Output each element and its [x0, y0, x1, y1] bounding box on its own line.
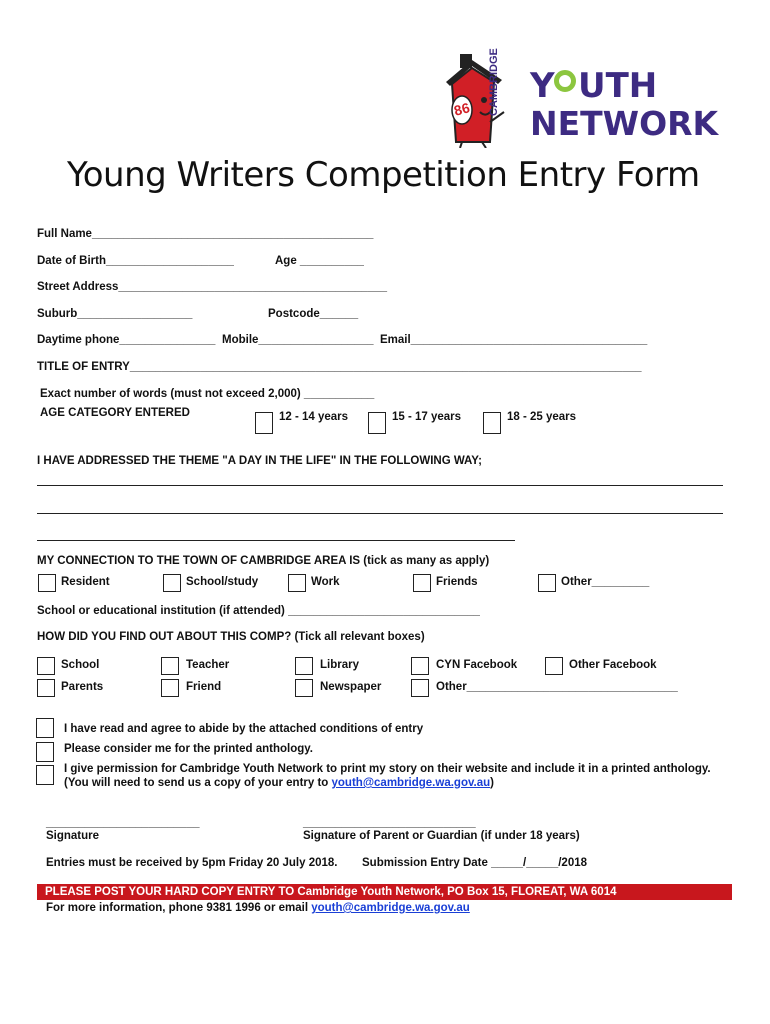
work-label: Work [311, 576, 340, 588]
how-teacher-checkbox[interactable] [161, 657, 179, 675]
agree-conditions-label: I have read and agree to abide by the attached conditions of entry [64, 723, 424, 735]
deadline-text: Entries must be received by 5pm Friday 20 July 2018. [46, 857, 338, 869]
how-newspaper-label: Newspaper [320, 681, 382, 693]
more-info [46, 902, 470, 914]
school-institution-field[interactable]: School or educational institution (if attended) ______________________________ [37, 605, 480, 617]
how-friend-label: Friend [186, 681, 222, 693]
age-18-25-label: 18 - 25 years [507, 411, 577, 423]
how-other-checkbox[interactable] [411, 679, 429, 697]
theme-heading: I HAVE ADDRESSED THE THEME "A DAY IN THE LIFE" IN THE FOLLOWING WAY; [37, 455, 482, 467]
parent-signature-label: Signature of Parent or Guardian (if under 18 years) [303, 830, 580, 842]
how-teacher-label: Teacher [186, 659, 230, 671]
permission-note-text: (You will need to send us a copy of your entry to [64, 777, 332, 789]
cambridge-vertical-text: CAMBRIDGE [488, 48, 500, 116]
permission-label: I give permission for Cambridge Youth Network to print my story on their website and include it in a printed anthology. [64, 763, 711, 775]
how-cyn-facebook-label: CYN Facebook [436, 659, 518, 671]
age-18-25-checkbox[interactable] [483, 412, 501, 434]
mobile-field[interactable]: Mobile__________________ [222, 334, 374, 346]
submission-date-field[interactable]: Submission Entry Date _____/_____/2018 [362, 857, 588, 869]
title-of-entry-field[interactable]: TITLE OF ENTRY________________________________________________________________________________ [37, 361, 642, 373]
permission-note-end: ) [490, 777, 494, 789]
how-parents-label: Parents [61, 681, 104, 693]
how-cyn-facebook-checkbox[interactable] [411, 657, 429, 675]
signature-line[interactable]: ________________________ [46, 817, 200, 829]
dob-field[interactable]: Date of Birth____________________ [37, 255, 234, 267]
age-15-17-label: 15 - 17 years [392, 411, 462, 423]
agree-conditions-checkbox[interactable] [36, 718, 54, 738]
how-library-label: Library [320, 659, 359, 671]
logo-green-ring-icon [554, 70, 576, 92]
more-info-email-link[interactable]: youth@cambridge.wa.gov.au [311, 902, 470, 914]
permission-checkbox[interactable] [36, 765, 54, 785]
full-name-field[interactable]: Full Name____________________________________________ [37, 228, 374, 240]
logo-youth-y: Y [530, 66, 555, 106]
logo-network: NETWORK [530, 104, 719, 143]
more-info-text: For more information, phone 9381 1996 or email [46, 902, 312, 914]
logo [440, 48, 720, 148]
connection-other-checkbox[interactable] [538, 574, 556, 592]
resident-label: Resident [61, 576, 110, 588]
how-friend-checkbox[interactable] [161, 679, 179, 697]
page-title: Young Writers Competition Entry Form [67, 155, 700, 195]
parent-signature-line[interactable]: ___________________________ [303, 817, 476, 829]
theme-line-3[interactable] [37, 540, 515, 541]
age-field[interactable]: Age __________ [275, 255, 364, 267]
postcode-field[interactable]: Postcode______ [268, 308, 359, 320]
age-15-17-checkbox[interactable] [368, 412, 386, 434]
street-field[interactable]: Street Address__________________________________________ [37, 281, 388, 293]
theme-line-2[interactable] [37, 513, 723, 514]
how-library-checkbox[interactable] [295, 657, 313, 675]
how-other-facebook-label: Other Facebook [569, 659, 657, 671]
anthology-label: Please consider me for the printed anthology. [64, 743, 314, 755]
signature-label: Signature [46, 830, 100, 842]
permission-email-link[interactable]: youth@cambridge.wa.gov.au [331, 777, 491, 789]
age-12-14-label: 12 - 14 years [279, 411, 349, 423]
how-school-checkbox[interactable] [37, 657, 55, 675]
connection-heading: MY CONNECTION TO THE TOWN OF CAMBRIDGE AREA IS (tick as many as apply) [37, 555, 490, 567]
age-category-label: AGE CATEGORY ENTERED [40, 407, 190, 419]
school-study-checkbox[interactable] [163, 574, 181, 592]
daytime-phone-field[interactable]: Daytime phone_______________ [37, 334, 216, 346]
friends-label: Friends [436, 576, 478, 588]
age-12-14-checkbox[interactable] [255, 412, 273, 434]
post-entry-banner: PLEASE POST YOUR HARD COPY ENTRY TO Cambridge Youth Network, PO Box 15, FLOREAT, WA 6014 [37, 884, 732, 900]
theme-line-1[interactable] [37, 485, 723, 486]
logo-youth-rest: UTH [578, 66, 658, 106]
suburb-field[interactable]: Suburb__________________ [37, 308, 193, 320]
how-school-label: School [61, 659, 100, 671]
anthology-checkbox[interactable] [36, 742, 54, 762]
school-study-label: School/study [186, 576, 259, 588]
word-count-field[interactable]: Exact number of words (must not exceed 2,000) ___________ [40, 388, 375, 400]
how-parents-checkbox[interactable] [37, 679, 55, 697]
how-other-facebook-checkbox[interactable] [545, 657, 563, 675]
permission-note [64, 777, 494, 789]
how-other-label[interactable]: Other_________________________________ [436, 681, 678, 693]
house-number: 86 [452, 99, 472, 119]
email-field[interactable]: Email_____________________________________ [380, 334, 648, 346]
work-checkbox[interactable] [288, 574, 306, 592]
friends-checkbox[interactable] [413, 574, 431, 592]
resident-checkbox[interactable] [38, 574, 56, 592]
how-newspaper-checkbox[interactable] [295, 679, 313, 697]
connection-other-label[interactable]: Other_________ [561, 576, 650, 588]
how-heading: HOW DID YOU FIND OUT ABOUT THIS COMP? (Tick all relevant boxes) [37, 631, 425, 643]
